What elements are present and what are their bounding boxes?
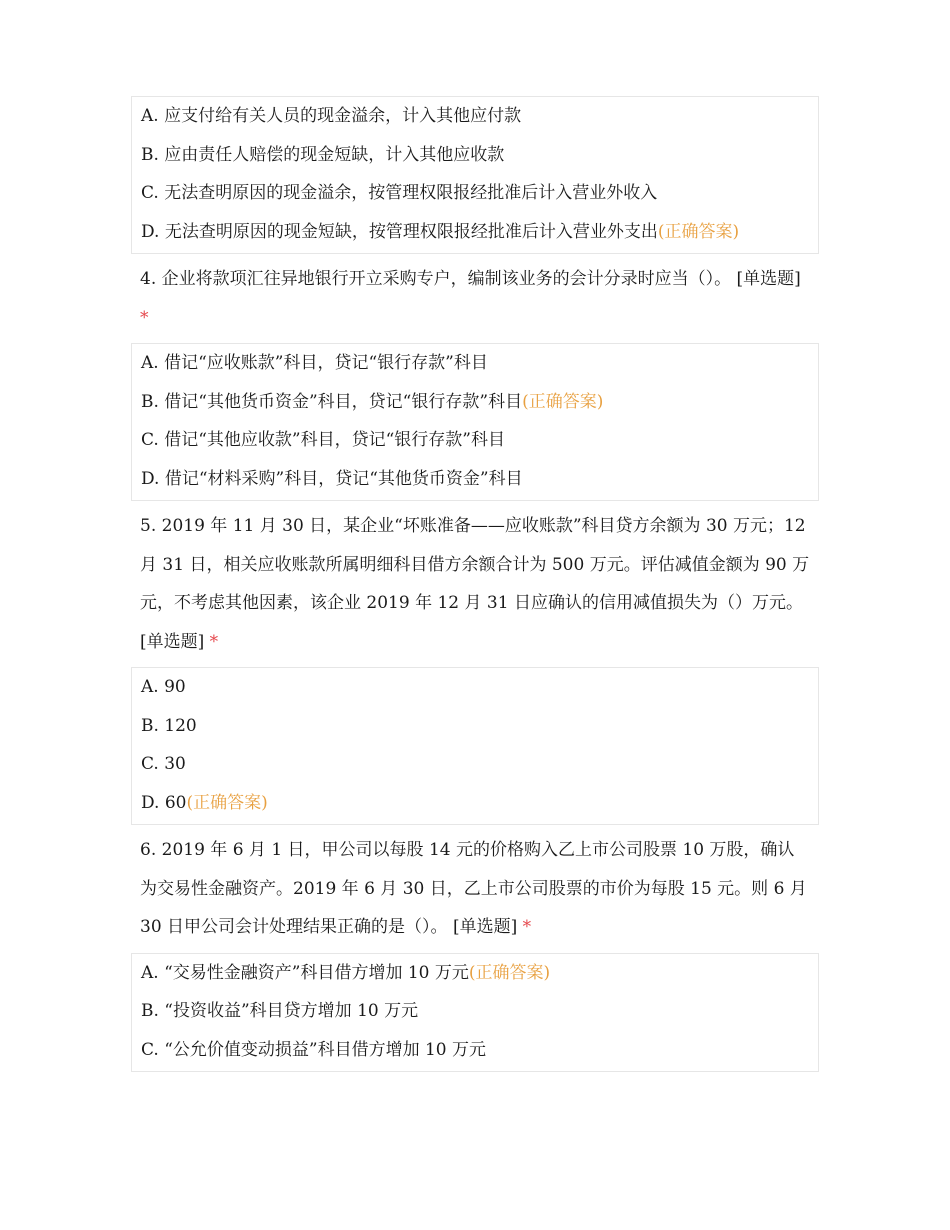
option-text: B. 120 — [141, 715, 197, 736]
option-text: D. 无法查明原因的现金短缺，按管理权限报经批准后计入营业外支出 — [141, 221, 658, 242]
option-text: D. 借记“材料采购”科目，贷记“其他货币资金”科目 — [141, 468, 523, 489]
question-4 — [131, 260, 819, 337]
option-text: D. 60 — [141, 792, 187, 813]
question-text: 5. 2019 年 11 月 30 日，某企业“坏账准备——应收账款”科目贷方余额为 30 万元；12 月 31 日，相关应收账款所属明细科目借方余额合计为 500 万元。评估减值金额为 90 万元，不考虑其他因素，该企业 2019 年 12 月 31 日应确认的信用减值损失为（）万元。 [单选题] — [140, 516, 810, 652]
option-text: A. “交易性金融资产”科目借方增加 10 万元 — [141, 962, 469, 983]
option-text: A. 借记“应收账款”科目，贷记“银行存款”科目 — [141, 353, 488, 373]
option-q5-b[interactable] — [132, 707, 818, 746]
correct-answer-mark: (正确答案) — [468, 962, 551, 983]
question-text: 6. 2019 年 6 月 1 日，甲公司以每股 14 元的价格购入乙上市公司股票 10 万股，确认为交易性金融资产。2019 年 6 月 30 日，乙上市公司股票的市价为每股 15 元。则 6 月 30 日甲公司会计处理结果正确的是（）。 [单选题] — [140, 840, 807, 937]
required-mark: * — [209, 631, 219, 652]
option-q4-c[interactable] — [132, 421, 818, 460]
correct-answer-mark: (正确答案) — [522, 391, 604, 412]
option-q6-c[interactable] — [132, 1031, 818, 1070]
required-mark: * — [522, 917, 532, 937]
option-q3-d[interactable] — [132, 213, 818, 252]
option-text: C. “公允价值变动损益”科目借方增加 10 万元 — [141, 1039, 487, 1060]
options-group-q3 — [131, 96, 819, 254]
required-mark: * — [140, 307, 149, 328]
question-5 — [131, 507, 819, 661]
option-text: C. 30 — [141, 754, 186, 774]
option-q6-b[interactable] — [132, 992, 818, 1031]
option-q5-d[interactable] — [132, 784, 818, 823]
option-text: B. 借记“其他货币资金”科目，贷记“银行存款”科目 — [141, 391, 523, 412]
option-q4-b[interactable] — [132, 383, 818, 422]
option-text: A. 90 — [141, 677, 186, 697]
option-q4-a[interactable] — [132, 344, 818, 383]
question-6 — [131, 831, 819, 947]
option-text: A. 应支付给有关人员的现金溢余，计入其他应付款 — [141, 106, 522, 126]
survey-page — [131, 96, 819, 1072]
option-q3-b[interactable] — [132, 136, 818, 175]
option-text: B. 应由责任人赔偿的现金短缺，计入其他应收款 — [141, 144, 505, 165]
correct-answer-mark: (正确答案) — [186, 792, 268, 813]
option-text: C. 无法查明原因的现金溢余，按管理权限报经批准后计入营业外收入 — [141, 183, 658, 203]
option-text: B. “投资收益”科目贷方增加 10 万元 — [141, 1001, 419, 1021]
options-group-q4 — [131, 343, 819, 501]
correct-answer-mark: (正确答案) — [657, 221, 740, 242]
option-q3-a[interactable] — [132, 97, 818, 136]
option-q3-c[interactable] — [132, 174, 818, 213]
option-q6-a[interactable] — [132, 954, 818, 993]
question-text: 4. 企业将款项汇往异地银行开立采购专户，编制该业务的会计分录时应当（）。 [单选题] — [140, 269, 801, 289]
option-q5-a[interactable] — [132, 668, 818, 707]
option-text: C. 借记“其他应收款”科目，贷记“银行存款”科目 — [141, 430, 505, 450]
options-group-q5 — [131, 667, 819, 825]
options-group-q6 — [131, 953, 819, 1073]
option-q4-d[interactable] — [132, 460, 818, 499]
option-q5-c[interactable] — [132, 745, 818, 784]
